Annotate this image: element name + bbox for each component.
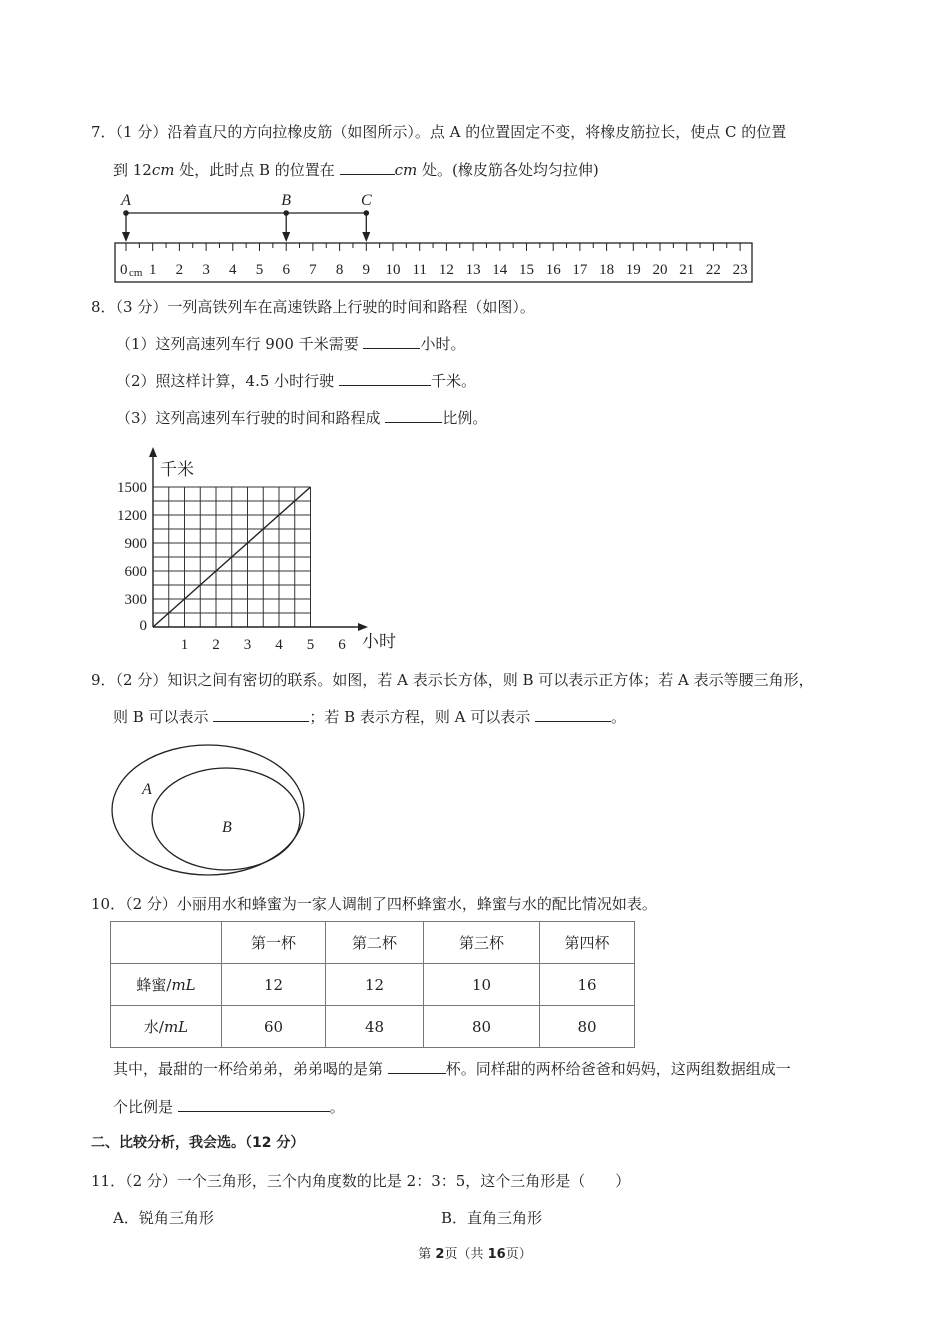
ruler-number: 22 <box>705 262 721 278</box>
x-tick-label: 3 <box>243 637 252 653</box>
ruler-number: 10 <box>385 262 401 278</box>
table-cell: 48 <box>326 1006 424 1048</box>
y-tick-label: 900 <box>124 536 147 552</box>
ruler-number: 21 <box>679 262 695 278</box>
q7-line1: 7．（1 分）沿着直尺的方向拉橡皮筋（如图所示）。点 A 的位置固定不变，将橡皮筋拉长，使点 C 的位置 <box>91 123 787 141</box>
table-cell: 80 <box>540 1006 635 1048</box>
ruler-number: 16 <box>545 262 561 278</box>
q10-line1: 10．（2 分）小丽用水和蜂蜜为一家人调制了四杯蜂蜜水，蜂蜜与水的配比情况如表。 <box>91 895 657 913</box>
row-label-honey <box>111 964 222 1006</box>
ruler-number: 17 <box>572 262 588 278</box>
point-arrow-head <box>362 232 370 242</box>
q7-line2-post: 处。(橡皮筋各处均匀拉伸) <box>417 161 599 179</box>
q8-sub3-post: 比例。 <box>442 409 488 427</box>
table-cell: 12 <box>326 964 424 1006</box>
ruler-number: 6 <box>282 262 290 278</box>
q8-sub3-pre: （3）这列高速列车行驶的时间和路程成 <box>116 409 386 427</box>
row-label-water-unit: mL <box>163 1018 189 1036</box>
ruler-number: 1 <box>148 262 157 278</box>
ruler-number: 23 <box>732 262 748 278</box>
y-axis-label: 千米 <box>160 460 194 479</box>
ruler-number: 4 <box>229 262 237 278</box>
honey-table <box>110 921 635 1048</box>
x-tick-label: 5 <box>306 637 315 653</box>
y-tick-label: 600 <box>124 564 147 580</box>
table-cell: 60 <box>222 1006 326 1048</box>
table-header-row <box>111 922 635 964</box>
q10-after2-pre: 个比例是 <box>113 1098 178 1116</box>
row-label-honey-unit: mL <box>171 976 196 994</box>
x-axis-label: 小时 <box>362 632 396 651</box>
point-arrow-head <box>122 232 130 242</box>
table-cell: 80 <box>424 1006 540 1048</box>
q10-blank-1[interactable] <box>388 1059 446 1074</box>
footer-page: 2 <box>435 1247 445 1262</box>
ruler-zero-label: 0 <box>120 262 128 278</box>
q9-blank-1[interactable] <box>213 707 309 722</box>
x-tick-label: 6 <box>338 637 346 653</box>
table-header-cell: 第二杯 <box>326 922 424 964</box>
set-b-label: B <box>222 819 232 836</box>
row-label-honey-text: 蜂蜜/ <box>136 976 172 994</box>
row-label-water-text: 水/ <box>143 1018 164 1036</box>
ruler-number: 20 <box>652 262 668 278</box>
q8-line1: 8．（3 分）一列高铁列车在高速铁路上行驶的时间和路程（如图）。 <box>91 298 535 316</box>
table-header-cell: 第四杯 <box>540 922 635 964</box>
q7-answer-blank[interactable] <box>340 160 395 175</box>
ruler-number: 9 <box>362 262 371 278</box>
ruler-number: 8 <box>335 262 344 278</box>
x-tick-label: 4 <box>275 637 283 653</box>
section-title: 二、比较分析，我会选。（12 分） <box>91 1135 305 1151</box>
ruler-number: 18 <box>599 262 615 278</box>
footer-mid: 页（共 <box>444 1247 488 1262</box>
q8-sub1-pre: （1）这列高速列车行 900 千米需要 <box>116 335 364 353</box>
ruler-number: 11 <box>412 262 427 278</box>
table-row <box>111 964 635 1006</box>
ruler-unit-label: cm <box>129 267 143 279</box>
q8-sub2-post: 千米。 <box>430 372 476 390</box>
table-header-cell: 第一杯 <box>222 922 326 964</box>
table-cell: 12 <box>222 964 326 1006</box>
ruler-number: 2 <box>175 262 184 278</box>
ruler-number: 7 <box>309 262 317 278</box>
set-a-label: A <box>142 781 152 798</box>
footer-pre: 第 <box>418 1247 436 1262</box>
point-label: A <box>121 192 131 209</box>
y-axis-arrow <box>149 447 157 457</box>
ruler-figure <box>0 188 950 288</box>
x-tick-label: 1 <box>180 637 189 653</box>
q8-sub2-pre: （2）照这样计算，4.5 小时行驶 <box>116 372 339 390</box>
q9-line2 <box>113 707 626 727</box>
q11-line1: 11．（2 分）一个三角形，三个内角度数的比是 2：3：5，这个三角形是（ ） <box>91 1172 631 1190</box>
ruler-number: 13 <box>465 262 481 278</box>
footer-post: 页） <box>505 1247 532 1262</box>
y-tick-label: 300 <box>124 592 147 608</box>
q9-line2-pre: 则 B 可以表示 <box>113 708 214 726</box>
set-a-ellipse <box>112 745 304 875</box>
q10-blank-2[interactable] <box>178 1097 330 1112</box>
q10-after2 <box>113 1097 345 1117</box>
q10-after2-post: 。 <box>329 1098 345 1116</box>
y-tick-label: 1500 <box>117 480 147 496</box>
ruler-number: 3 <box>202 262 210 278</box>
q8-sub1-post: 小时。 <box>420 335 466 353</box>
table-row <box>111 1006 635 1048</box>
q8-sub1 <box>116 334 466 354</box>
x-tick-label: 2 <box>212 637 220 653</box>
x-axis-arrow <box>358 623 368 631</box>
q7-line2-pre: 到 12 <box>113 161 152 179</box>
q7-line2-mid: 处，此时点 B 的位置在 <box>174 161 340 179</box>
q9-line2-mid: ；若 B 表示方程，则 A 可以表示 <box>309 708 536 726</box>
q7-unit1: cm <box>151 161 175 179</box>
venn-diagram <box>100 740 320 880</box>
q9-line2-post: 。 <box>611 708 627 726</box>
table-cell: 10 <box>424 964 540 1006</box>
ruler-number: 14 <box>492 262 508 278</box>
page-footer <box>0 1243 950 1262</box>
q10-after1 <box>113 1059 791 1079</box>
q8-sub3 <box>116 408 487 428</box>
q8-sub2-blank[interactable] <box>339 371 431 386</box>
footer-total: 16 <box>487 1247 506 1262</box>
q11-option-b[interactable]: B．直角三角形 <box>441 1209 543 1227</box>
point-label: C <box>360 192 372 209</box>
ruler-number: 15 <box>519 262 534 278</box>
point-arrow-head <box>282 232 290 242</box>
table-cell: 16 <box>540 964 635 1006</box>
point-label: B <box>281 192 292 209</box>
q9-line1: 9．（2 分）知识之间有密切的联系。如图，若 A 表示长方体，则 B 可以表示正方体；若 A 表示等腰三角形， <box>91 671 814 689</box>
table-corner-cell <box>111 922 222 964</box>
table-header-cell: 第三杯 <box>424 922 540 964</box>
q11-option-a[interactable]: A．锐角三角形 <box>113 1209 214 1227</box>
y-tick-label: 0 <box>139 618 147 634</box>
time-distance-chart <box>90 445 410 665</box>
q7-unit2: cm <box>394 161 418 179</box>
q10-after1-pre: 其中，最甜的一杯给弟弟，弟弟喝的是第 <box>113 1060 388 1078</box>
ruler-number: 12 <box>438 262 454 278</box>
q9-blank-2[interactable] <box>535 707 611 722</box>
q8-sub1-blank[interactable] <box>363 334 420 349</box>
q8-sub2 <box>116 371 476 391</box>
q7-line2 <box>113 160 599 180</box>
y-tick-label: 1200 <box>117 508 147 524</box>
ruler-number: 5 <box>255 262 264 278</box>
row-label-water <box>111 1006 222 1048</box>
q8-sub3-blank[interactable] <box>385 408 442 423</box>
ruler-number: 19 <box>625 262 641 278</box>
q10-after1-post: 杯。同样甜的两杯给爸爸和妈妈，这两组数据组成一 <box>445 1060 791 1078</box>
